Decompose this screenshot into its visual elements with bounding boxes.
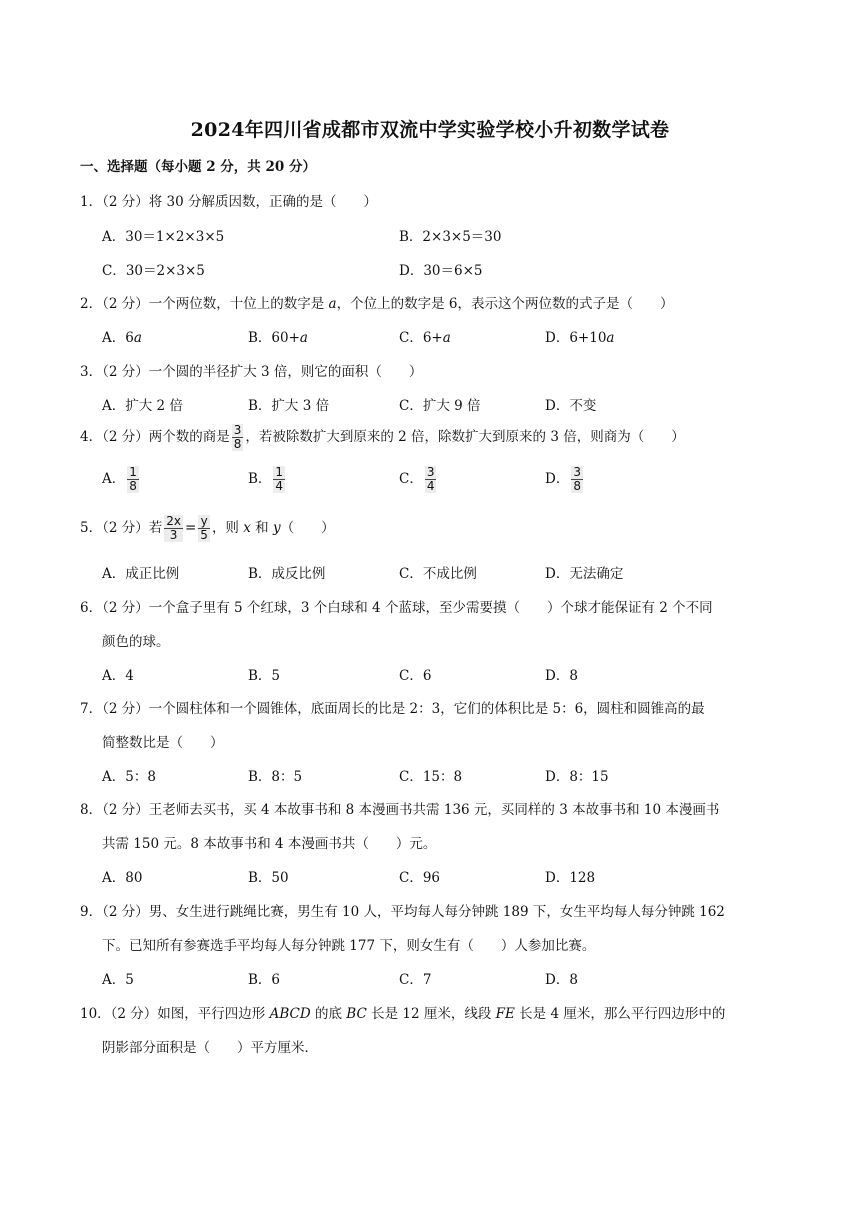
q7-option-c: C．15：8 xyxy=(399,769,463,785)
q2-option-b: B．60+a xyxy=(248,330,308,346)
q1-option-d: D．30＝6×5 xyxy=(399,263,483,279)
q6-option-a: A．4 xyxy=(102,668,134,684)
q1-option-a: A．30＝1×2×3×5 xyxy=(102,229,225,245)
page-title: 2024年四川省成都市双流中学实验学校小升初数学试卷 xyxy=(190,119,670,141)
question-8-line-2: 共需 150 元。8 本故事书和 4 本漫画书共（ ）元。 xyxy=(102,836,437,852)
q2-option-a: A．6a xyxy=(102,330,142,346)
question-4: 4．（2 分）两个数的商是 $\frac{3}{8}$ ，若被除数扩大到原来的 2 倍，除数扩大到原来的 3 倍，则商为（ ） xyxy=(80,423,685,451)
q9-option-a: A．5 xyxy=(102,972,134,988)
question-10-line-2: 阴影部分面积是（ ）平方厘米． xyxy=(102,1040,318,1056)
q5-option-a: A．成正比例 xyxy=(102,566,180,582)
q2-option-d: D．6+10a xyxy=(545,330,615,346)
q4-option-a: A． $\frac{1}{8}$ xyxy=(102,465,137,493)
question-7-line-2: 简整数比是（ ） xyxy=(102,735,224,751)
q6-option-d: D．8 xyxy=(545,668,578,684)
question-10-line-1: 10．（2 分）如图，平行四边形 ABCD 的底 BC 长是 12 厘米，线段 FE 长是 4 厘米，那么平行四边形中的 xyxy=(80,1006,726,1022)
q4-option-b: B． $\frac{1}{4}$ xyxy=(248,465,284,493)
section-heading: 一、选择题（每小题 2 分，共 20 分） xyxy=(80,159,316,175)
q9-option-d: D．8 xyxy=(545,972,578,988)
question-8-line-1: 8．（2 分）王老师去买书，买 4 本故事书和 8 本漫画书共需 136 元，买同样的 3 本故事书和 10 本漫画书 xyxy=(80,802,720,818)
q8-option-d: D．128 xyxy=(545,870,596,886)
q7-option-a: A．5：8 xyxy=(102,769,156,785)
q1-option-b: B．2×3×5＝30 xyxy=(399,229,502,245)
q4-option-c: C． $\frac{3}{4}$ xyxy=(399,465,435,493)
question-2: 2．（2 分）一个两位数，十位上的数字是 a，个位上的数字是 6，表示这个两位数的式子是（ ） xyxy=(80,296,674,312)
question-9-line-2: 下。已知所有参赛选手平均每人每分钟跳 177 下，则女生有（ ）人参加比赛。 xyxy=(102,938,596,954)
question-9-line-1: 9．（2 分）男、女生进行跳绳比赛，男生有 10 人，平均每人每分钟跳 189 下，女生平均每人每分钟跳 162 xyxy=(80,904,725,920)
fraction-3-8: $\frac{3}{8}$ xyxy=(233,423,242,451)
q3-option-c: C．扩大 9 倍 xyxy=(399,398,481,414)
question-1: 1．（2 分）将 30 分解质因数，正确的是（ ） xyxy=(80,194,377,210)
q9-option-c: C．7 xyxy=(399,972,432,988)
q3-option-a: A．扩大 2 倍 xyxy=(102,398,183,414)
q3-option-b: B．扩大 3 倍 xyxy=(248,398,330,414)
q7-option-d: D．8：15 xyxy=(545,769,609,785)
q6-option-c: C．6 xyxy=(399,668,432,684)
question-3: 3．（2 分）一个圆的半径扩大 3 倍，则它的面积（ ） xyxy=(80,364,423,380)
q9-option-b: B．6 xyxy=(248,972,281,988)
fraction-2x-3: $\frac{2x}{3}$ xyxy=(166,514,181,542)
q4-option-d: D． $\frac{3}{8}$ xyxy=(545,465,581,493)
q3-option-d: D．不变 xyxy=(545,398,597,414)
q5-option-d: D．无法确定 xyxy=(545,566,624,582)
question-7-line-1: 7．（2 分）一个圆柱体和一个圆锥体，底面周长的比是 2：3，它们的体积比是 5：6，圆柱和圆锥高的最 xyxy=(80,701,705,717)
question-5: 5．（2 分）若 $\frac{2x}{3}$ = $\frac{y}{5}$ ，则 x 和 y（ ） xyxy=(80,514,335,542)
question-6-line-2: 颜色的球。 xyxy=(102,634,170,650)
q5-option-c: C．不成比例 xyxy=(399,566,477,582)
q8-option-b: B．50 xyxy=(248,870,289,886)
q6-option-b: B．5 xyxy=(248,668,281,684)
q7-option-b: B．8：5 xyxy=(248,769,303,785)
q5-option-b: B．成反比例 xyxy=(248,566,326,582)
q2-option-c: C．6+a xyxy=(399,330,451,346)
q1-option-c: C．30＝2×3×5 xyxy=(102,263,205,279)
fraction-y-5: $\frac{y}{5}$ xyxy=(200,514,208,542)
question-6-line-1: 6．（2 分）一个盒子里有 5 个红球，3 个白球和 4 个蓝球，至少需要摸（ ）个球才能保证有 2 个不同 xyxy=(80,600,713,616)
q8-option-a: A．80 xyxy=(102,870,143,886)
q8-option-c: C．96 xyxy=(399,870,441,886)
